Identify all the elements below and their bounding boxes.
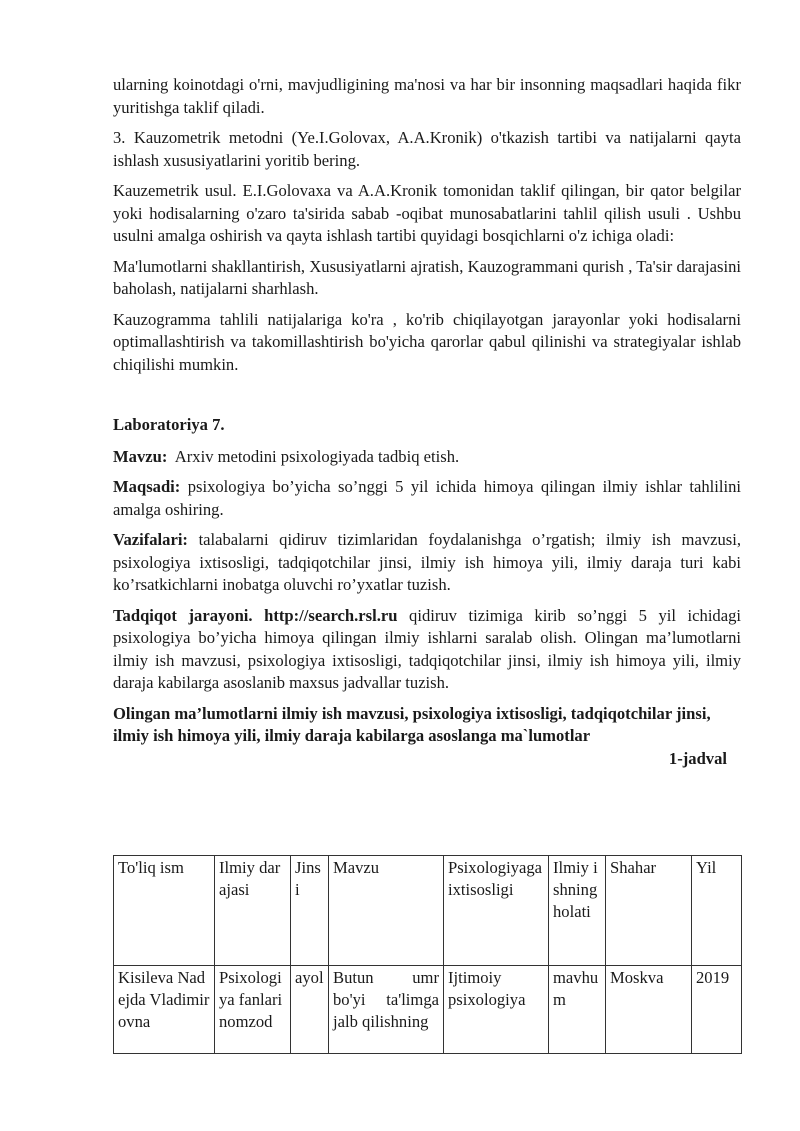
column-header: Shahar xyxy=(606,856,692,966)
column-header: Psixologiyaga ixtisosligi xyxy=(444,856,549,966)
tadqiqot-paragraph xyxy=(113,605,741,695)
paragraph: ularning koinotdagi o'rni, mavjudligining ma'nosi va har bir insonning maqsadlari haqida fikr yuritishga taklif qiladi. xyxy=(113,75,741,117)
column-header: Mavzu xyxy=(329,856,444,966)
column-header: Jinsi xyxy=(291,856,329,966)
table-cell: mavhum xyxy=(549,966,606,1054)
paragraph: Kauzogramma tahlili natijalariga ko'ra , ko'rib chiqilayotgan jarayonlar yoki hodisalarni optimallashtirish va takomillashtirish bo'yicha qarorlar qabul qilinishi va strategiyalar ishlab chiqilishi mumkin. xyxy=(113,309,741,374)
column-header: Yil xyxy=(692,856,742,966)
tadqiqot-label: Tadqiqot jarayoni. http://search.rsl.ru xyxy=(113,605,398,625)
column-header: Ilmiy darajasi xyxy=(215,856,291,966)
table-cell: Kisileva Nadejda Vladimirovna xyxy=(114,966,215,1054)
table-cell: ayol xyxy=(291,966,329,1054)
paragraph: Kauzemetrik usul. E.I.Golovaxa va A.A.Kronik tomonidan taklif qilingan, bir qator belgilar yoki hodisalarning o'zaro ta'sirida sabab -oqibat munosabatlarini tahlil qilish usuli . Ushbu usulni amalga oshirish va qayta ishlash tartibi quyidagi bosqichlarni o'z ichiga oladi: xyxy=(113,181,741,245)
table-cell: 2019 xyxy=(692,966,742,1054)
table-row xyxy=(114,966,742,1054)
table-label: 1-jadval xyxy=(668,748,727,768)
table-cell: Ijtimoiy psixologiya xyxy=(444,966,549,1054)
column-header: To'liq ism xyxy=(114,856,215,966)
table-cell: Moskva xyxy=(606,966,692,1054)
maqsadi-text: psixologiya bo’yicha so’nggi 5 yil ichida himoya qilingan ilmiy ishlar tahlilini amalga oshiring. xyxy=(113,477,741,519)
mavzu-label: Mavzu: xyxy=(113,446,168,466)
body-text xyxy=(113,74,741,778)
tadqiqot-text: qidiruv tizimiga kirib so’nggi 5 yil ichidagi psixologiya bo’yicha himoya qilingan ilmiy ishlarni saralab olish. Olingan ma’lumotlarni ilmiy ish mavzusi, psixologiya ixtisosligi, tadqiqotchilar jinsi, ilmiy ish himoya yili, ilmiy daraja kabilarga asoslanib maxsus jadvallar tuzish. xyxy=(113,605,741,692)
table-header-row xyxy=(114,856,742,966)
paragraph: 3. Kauzometrik metodni (Ye.I.Golovax, A.A.Kronik) o'tkazish tartibi va natijalarni qayta ishlash xususiyatlarini yoritib bering. xyxy=(113,128,741,170)
column-header: Ilmiy ishning holati xyxy=(549,856,606,966)
paragraph: Ma'lumotlarni shakllantirish, Xususiyatlarni ajratish, Kauzogrammani qurish , Ta'sir darajasini baholash, natijalarni sharhlash. xyxy=(113,256,741,298)
table-cell: Butun umr bo'yi ta'limga jalb qilishning xyxy=(329,966,444,1054)
table-caption: Olingan ma’lumotlarni ilmiy ish mavzusi, psixologiya ixtisosligi, tadqiqotchilar jinsi, ilmiy ish himoya yili, ilmiy daraja kabilarga asoslanga ma`lumotlar xyxy=(113,703,711,745)
maqsadi-label: Maqsadi: xyxy=(113,477,181,496)
mavzu-paragraph xyxy=(113,446,741,469)
lab-title: Laboratoriya 7. xyxy=(113,415,225,434)
mavzu-text: Arxiv metodini psixologiyada tadbiq etish. xyxy=(174,446,460,466)
vazifalari-paragraph xyxy=(113,529,741,597)
table-cell: Psixologiya fanlari nomzod xyxy=(215,966,291,1054)
maqsadi-paragraph xyxy=(113,476,741,521)
vazifalari-text: talabalarni qidiruv tizimlaridan foydalanishga o’rgatish; ilmiy ish mavzusi, psixologiya ixtisosligi, tadqiqotchilar jinsi, ilmiy ish himoya yili, ilmiy daraja turi kabi ko’rsatkichlarni inobatga oluvchi ro’yxatlar tuzish. xyxy=(113,530,741,594)
vazifalari-label: Vazifalari: xyxy=(113,530,188,549)
data-table xyxy=(113,855,742,1054)
